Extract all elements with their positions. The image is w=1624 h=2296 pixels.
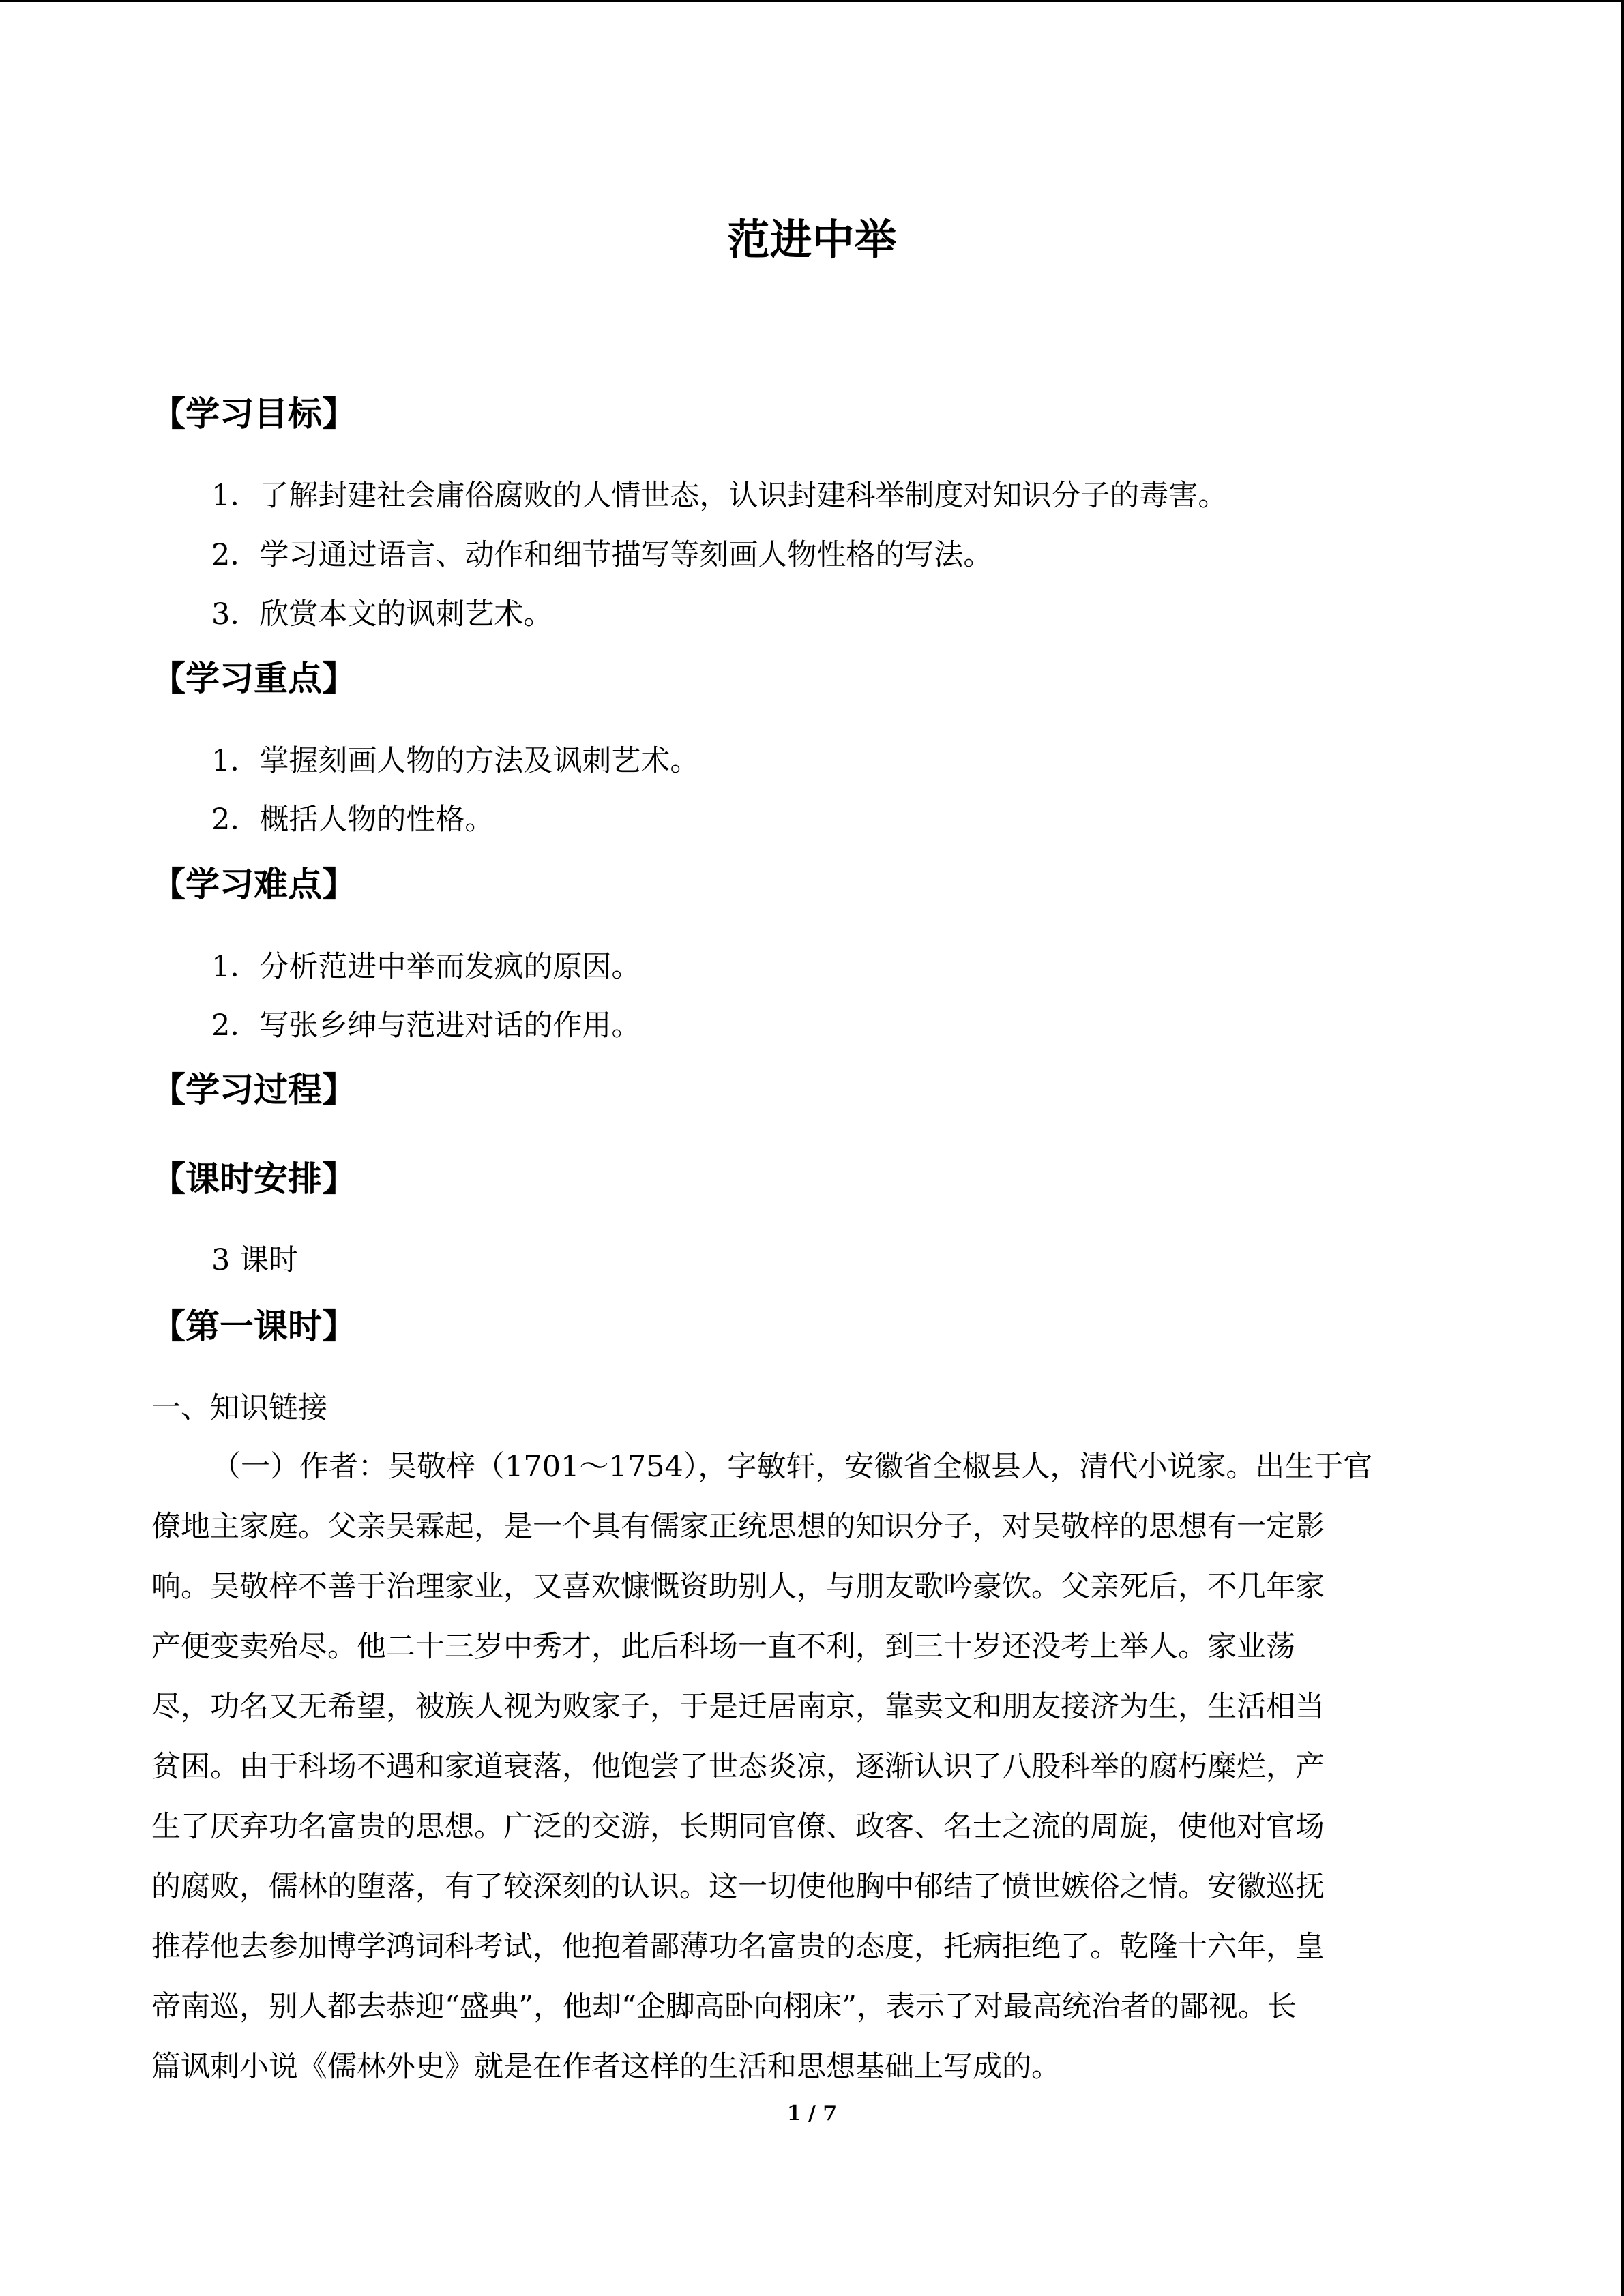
author-paragraph-line: 响。吴敬梓不善于治理家业，又喜欢慷慨资助别人，与朋友歌吟豪饮。父亲死后，不几年家 (151, 1570, 1325, 1604)
author-paragraph-line: 尽，功名又无希望，被族人视为败家子，于是迁居南京，靠卖文和朋友接济为生，生活相当 (151, 1690, 1325, 1724)
difficulty-item: 2．写张乡绅与范进对话的作用。 (211, 1009, 641, 1043)
author-paragraph-line: 僚地主家庭。父亲吴霖起，是一个具有儒家正统思想的知识分子，对吴敬梓的思想有一定影 (151, 1510, 1325, 1544)
schedule-text: 3 课时 (211, 1243, 299, 1277)
author-paragraph-line: 篇讽刺小说《儒林外史》就是在作者这样的生活和思想基础上写成的。 (151, 2050, 1061, 2084)
author-paragraph-line: 的腐败，儒林的堕落，有了较深刻的认识。这一切使他胸中郁结了愤世嫉俗之情。安徽巡抚 (151, 1870, 1325, 1904)
author-paragraph-line: 产便变卖殆尽。他二十三岁中秀才，此后科场一直不利，到三十岁还没考上举人。家业荡 (151, 1630, 1295, 1664)
heading-learning-goals: 【学习目标】 (151, 394, 356, 434)
author-paragraph-line: 生了厌弃功名富贵的思想。广泛的交游，长期同官僚、政客、名士之流的周旋，使他对官场 (151, 1810, 1325, 1844)
keypoint-item: 2．概括人物的性格。 (211, 803, 494, 837)
difficulty-item: 1．分析范进中举而发疯的原因。 (211, 950, 641, 984)
goal-item: 1．了解封建社会庸俗腐败的人情世态，认识封建科举制度对知识分子的毒害。 (211, 479, 1228, 513)
section-knowledge-link: 一、知识链接 (151, 1391, 327, 1425)
author-paragraph-line: 推荐他去参加博学鸿词科考试，他抱着鄙薄功名富贵的态度，托病拒绝了。乾隆十六年，皇 (151, 1930, 1325, 1964)
author-paragraph-line: 贫困。由于科场不遇和家道衰落，他饱尝了世态炎凉，逐渐认识了八股科举的腐朽糜烂，产 (151, 1750, 1325, 1784)
page-number: 1 / 7 (786, 2102, 838, 2126)
heading-key-points: 【学习重点】 (151, 659, 356, 698)
heading-lesson-one: 【第一课时】 (151, 1307, 356, 1346)
goal-item: 2．学习通过语言、动作和细节描写等刻画人物性格的写法。 (211, 538, 993, 572)
heading-schedule: 【课时安排】 (151, 1159, 356, 1199)
goal-item: 3．欣赏本文的讽刺艺术。 (211, 597, 553, 631)
keypoint-item: 1．掌握刻画人物的方法及讽刺艺术。 (211, 744, 700, 778)
author-paragraph-line: （一）作者：吴敬梓（1701～1754），字敏轩，安徽省全椒县人，清代小说家。出生于官 (211, 1450, 1373, 1484)
heading-learning-process: 【学习过程】 (151, 1070, 356, 1109)
document-title: 范进中举 (727, 215, 897, 265)
page-border-top (0, 0, 1624, 2)
heading-difficulties: 【学习难点】 (151, 865, 356, 904)
author-paragraph-line: 帝南巡，别人都去恭迎“盛典”，他却“企脚高卧向栩床”，表示了对最高统治者的鄙视。长 (151, 1990, 1297, 2024)
page-border-right (1621, 0, 1624, 2296)
